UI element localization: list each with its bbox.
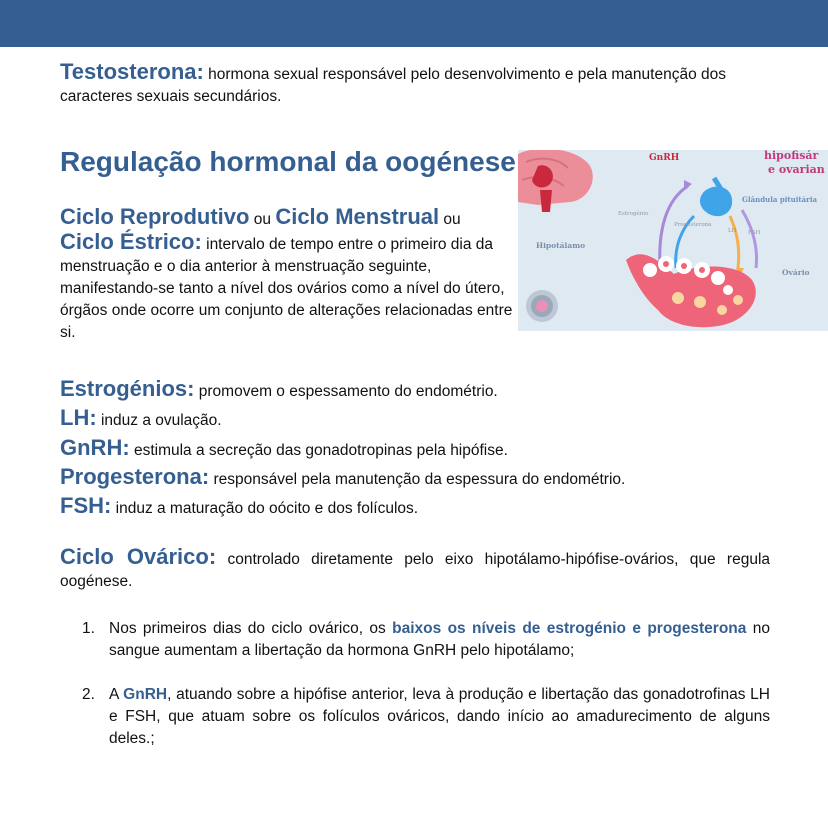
testosterona-paragraph [60,61,770,108]
figure-label-fsh: FSH [748,230,761,236]
figure-illustration [518,150,828,331]
list-item-highlight: baixos os níveis de estrogénio e progesterona [392,620,747,637]
fsh-arrow [742,210,756,268]
cycle-or-1: ou [249,211,276,228]
lh-arrow [730,216,739,268]
list-item-number: 1. [82,620,95,637]
hormone-fsh [60,493,418,519]
hormone-estrogenios [60,376,498,402]
list-item-pre: Nos primeiros dias do ciclo ovárico, os [109,620,393,637]
hormone-term: FSH: [60,493,112,518]
ovarian-cycle-text: controlado diretamente pelo eixo hipotálamo-hipófise-ovários, que regula oogénese. [60,551,771,590]
hormone-text: induz a maturação do oócito e dos folículos. [111,500,419,517]
list-item-text [109,618,770,662]
oocyte-2 [663,261,669,267]
figure-label-glandula: Glândula pituitária [742,195,818,204]
hormone-gnrh [60,435,508,461]
follicle-6 [723,285,733,295]
cycle-text: intervalo de tempo entre o primeiro dia da menstruação e o dia anterior à menstruação seguinte, manifestando-se tanto a nível dos ovários como a nível do útero, órgãos onde ocorre um conjunto de alterações relacionadas entre si. [60,236,513,341]
testosterona-term: Testosterona: [60,59,204,84]
list-item [82,618,770,662]
brain-stem-shape [540,190,552,212]
cycle-or-2: ou [439,211,461,228]
hormone-text: responsável pela manutenção da espessura do endométrio. [209,471,626,488]
figure-label-ovariana: e ovarian [768,163,825,176]
follicle-1 [643,263,657,277]
section-title: Regulação hormonal da oogénese [60,146,516,177]
figure-label-estrogenio: Estrogênio [618,211,649,217]
corpus-1 [672,292,684,304]
figure-label-hipotalamo: Hipotálamo [536,241,586,250]
list-item-post: no sangue aumentam a libertação da hormona GnRH pelo hipotálamo; [109,620,770,659]
follicle-5 [711,271,725,285]
list-item-pre: A [109,686,124,703]
hormone-term: Progesterona: [60,464,210,489]
figure-label-progesterona: Progesterona [674,222,712,228]
list-item-highlight: GnRH [123,686,168,703]
corpus-3 [717,305,727,315]
figure-label-ovario: Ovário [782,268,810,277]
list-item [82,684,770,750]
hormone-term: GnRH: [60,435,130,460]
hormone-lh [60,405,222,431]
figure-label-hipofisaria: hipofisár [764,150,819,162]
oocyte-4 [699,267,705,273]
corpus-4 [733,295,743,305]
list-item-text [109,684,770,750]
cycle-definition [60,206,520,344]
ovarian-cycle-term: Ciclo Ovárico: [60,544,217,569]
ovarian-cycle-paragraph [60,546,770,593]
hormone-term: Estrogénios: [60,376,195,401]
corpus-2 [694,296,706,308]
figure-label-lh: LH [728,228,737,234]
hormone-term: LH: [60,405,97,430]
list-item-number: 2. [82,686,95,703]
figure-label-gnrh: GnRH [649,153,680,163]
hormone-progesterona [60,464,625,490]
cycle-term-reprodutivo: Ciclo Reprodutivo [60,204,250,229]
cycle-term-menstrual: Ciclo Menstrual [275,204,440,229]
header-bar [0,0,828,47]
hormone-text: estimula a secreção das gonadotropinas pela hipófise. [129,442,508,459]
cycle-term-estrico: Ciclo Éstrico: [60,229,202,254]
oocyte-3 [681,263,687,269]
cell-icon-core [536,300,548,312]
hormonal-regulation-figure [518,150,828,331]
hormone-text: induz a ovulação. [96,412,222,429]
gnrh-arrow-head [684,180,692,190]
list-item-post: , atuando sobre a hipófise anterior, leva à produção e libertação das gonadotrofinas LH e FSH, que atuam sobre os folículos ováricos, dando início ao amadurecimento de alguns deles.; [109,686,770,747]
testosterona-text: hormona sexual responsável pelo desenvolvimento e pela manutenção dos caracteres sexuais secundários. [60,66,727,105]
hormone-text: promovem o espessamento do endométrio. [194,383,498,400]
pituitary-gland-shape [700,186,732,216]
